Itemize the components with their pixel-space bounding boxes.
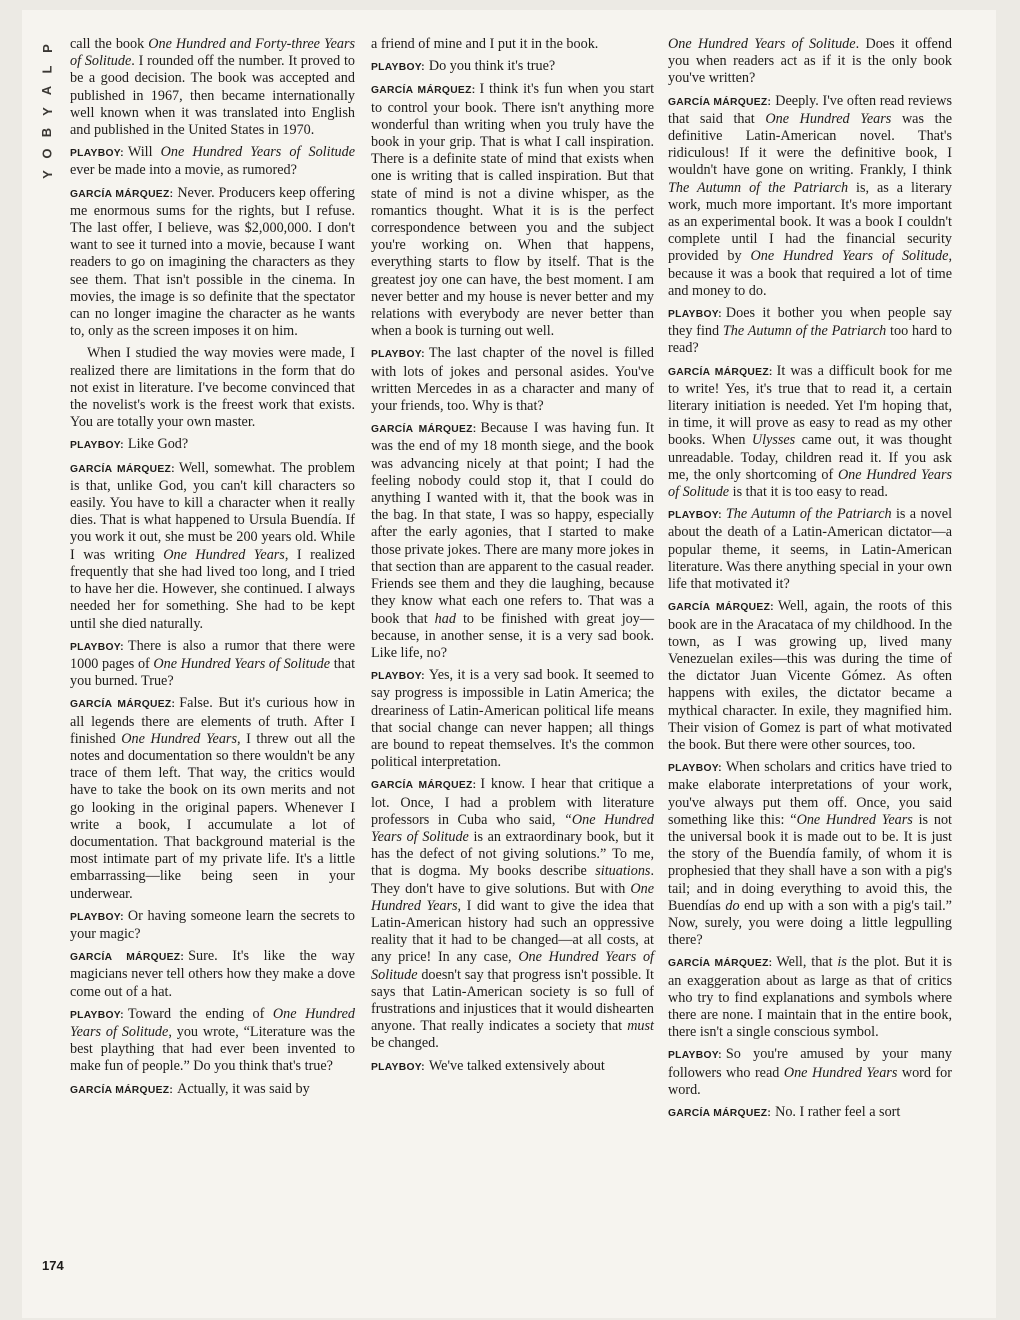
text-column-1 — [70, 36, 355, 1099]
speaker-label: PLAYBOY: — [70, 911, 124, 923]
interviewee-answer — [668, 954, 952, 1041]
interviewee-answer — [70, 1081, 355, 1099]
speaker-label: PLAYBOY: — [668, 510, 722, 522]
speaker-label: GARCÍA MÁRQUEZ: — [668, 1107, 772, 1119]
interviewee-answer — [371, 776, 654, 1052]
interviewer-question — [371, 345, 654, 415]
speaker-label: PLAYBOY: — [371, 62, 425, 74]
interviewer-question — [70, 436, 355, 454]
brand-letter: O — [39, 148, 55, 159]
speaker-label: GARCÍA MÁRQUEZ: — [70, 188, 174, 200]
interviewer-question — [70, 1006, 355, 1076]
brand-letter: Y — [39, 170, 55, 179]
interviewer-question — [668, 305, 952, 358]
interviewer-question — [668, 759, 952, 949]
paragraph-text: Yes, it is a very sad book. It seemed to say progress is impossible in Latin America; the dreariness of Latin-American political life means that social change can never happen; all things are bound to repeat themselves. It's the common political interpretation. — [371, 667, 654, 771]
paragraph-text: One Hundred Years of Solitude. Does it offend you when readers act as if it is the only book you've written? — [668, 36, 953, 87]
paragraph-text: a friend of mine and I put it in the book. — [371, 36, 599, 52]
speaker-label: GARCÍA MÁRQUEZ: — [668, 96, 772, 108]
interviewer-question — [70, 638, 355, 691]
paragraph-text: When scholars and critics have tried to make elaborate interpretations of your work, you've always put them off. Once, you said something like this: “One Hundred Years is not the universal book it is made out to be. It is just the story of the Buendía family, of whom it is prophesied that they shall have a son with a pig's tail; and in doing everything to avoid this, the Buendías do end up with a son with a pig's tail.” Now, surely, you were doing a little legpulling there? — [668, 759, 953, 949]
speaker-label: PLAYBOY: — [668, 1050, 722, 1062]
page-number: 174 — [42, 1258, 64, 1273]
paragraph-text: Actually, it was said by — [177, 1080, 310, 1097]
brand-letter: Y — [39, 107, 55, 116]
speaker-label: GARCÍA MÁRQUEZ: — [70, 952, 185, 964]
interviewer-question — [371, 667, 654, 771]
speaker-label: PLAYBOY: — [70, 1009, 124, 1021]
paragraph-text: No. I rather feel a sort — [775, 1103, 901, 1120]
paragraph-text: Do you think it's true? — [428, 58, 556, 75]
speaker-label: PLAYBOY: — [371, 349, 425, 361]
speaker-label: GARCÍA MÁRQUEZ: — [70, 699, 176, 711]
paragraph-text: There is also a rumor that there were 1000 pages of One Hundred Years of Solitude that you burned. True? — [70, 637, 356, 690]
interviewee-answer — [668, 1104, 952, 1122]
brand-letter: A — [39, 85, 55, 96]
speaker-label: GARCÍA MÁRQUEZ: — [668, 958, 773, 970]
brand-letter: B — [39, 127, 55, 138]
interviewee-answer — [371, 81, 654, 340]
continued-text — [371, 36, 654, 53]
speaker-label: GARCÍA MÁRQUEZ: — [70, 1084, 174, 1096]
interviewee-answer — [668, 93, 952, 300]
paragraph-text: Well, again, the roots of this book are in the Aracataca of my childhood. In the town, as I was growing up, lived many Venezuelan exiles—this was during the time of the dictator Juan Vicente Gómez. As often happens with exiles, the dictator became a mythical character. In exile, they magnified him. Their vision of Gomez is part of what motivated the book. But there were other sources, too. — [668, 598, 953, 753]
text-column-3 — [668, 36, 952, 1122]
paragraph-text: Toward the ending of One Hundred Years of Solitude, you wrote, “Literature was the best plaything that had ever been invented to make fun of people.” Do you think that's true? — [70, 1005, 355, 1075]
paragraph-text: When I studied the way movies were made, I realized there are limitations in the form that do not exist in literature. I've become convinced that the novelist's work is the freest work that exists. You are totally your own master. — [70, 345, 355, 431]
paragraph-text: I think it's fun when you start to control your book. There isn't anything more wonderful than writing when you truly have the book in your grip. That is what I call inspiration. There is a definite state of mind that exists when one is writing that is called inspiration. But that state of mind is not a divine whisper, as the romantics thought. What it is is the perfect correspondence between you and the subject you're working on. When that happens, everything starts to flow by itself. That is the greatest joy one can have, the best moment. I am never better and my house is never better and my relations with everybody are never better than when a book is turning out well. — [371, 81, 655, 340]
paragraph-text: Well, that is the plot. But it is an exaggeration about as large as that of critics who try to find explanations and symbols where there are none. I maintain that in the entire book, there isn't a single conscious symbol. — [668, 954, 953, 1041]
interviewer-question — [668, 1046, 952, 1099]
paragraph-text: Does it bother you when people say they find The Autumn of the Patriarch too hard to read? — [668, 305, 952, 357]
paragraph-text: False. But it's curious how in all legends there are elements of truth. After I finished One Hundred Years, I threw out all the notes and documentation so there wouldn't be any trace of them left. That way, the critics would have to take the book on its own merits and not go looking in the original papers. Whenever I write a book, I accumulate a lot of documentation. That background material is the most intimate part of my private life. It's a little embarrassing—like being seen in your underwear. — [70, 695, 356, 902]
interviewee-answer — [70, 460, 355, 633]
paragraph-text: Because I was having fun. It was the end of my 18 month siege, and the book was advancing nicely at that point; I had the feeling nobody could stop it, that I could do anything I wanted with it, that the book was in the bag. In that state, I was so happy, especially after the early agonies, that I started to make those private jokes. There are many more jokes in that section than are apparent to the casual reader. Friends see them and they die laughing, because they know what each one refers to. That was a book that had to be finished with great joy—because, in another sense, it is a very sad book. Like life, no? — [371, 420, 655, 661]
paragraph-text: The last chapter of the novel is filled with lots of jokes and personal asides. You've written Mercedes in as a character and many of your friends, too. Why is that? — [371, 345, 654, 415]
speaker-label: PLAYBOY: — [70, 440, 124, 452]
paragraph-text: We've talked extensively about — [428, 1057, 605, 1074]
speaker-label: PLAYBOY: — [668, 763, 722, 775]
vertical-brand-label — [36, 38, 58, 185]
interviewee-answer — [70, 185, 355, 341]
paragraph-text: So you're amused by your many followers who read One Hundred Years word for word. — [668, 1046, 952, 1098]
speaker-label: PLAYBOY: — [70, 641, 124, 653]
speaker-label: GARCÍA MÁRQUEZ: — [371, 85, 476, 97]
interviewer-question — [668, 506, 952, 593]
paragraph-text: Well, somewhat. The problem is that, unlike God, you can't kill characters so easily. You have to kill a character when it really dies. That is what happened to Ursula Buendía. If you work it out, she must be 200 years old. While I was writing One Hundred Years, I realized frequently that she had lived too long, and I tried to have her die. However, she continued. I always needed her for something. She had to be kept until she died naturally. — [70, 459, 356, 632]
continued-text — [70, 36, 355, 139]
speaker-label: GARCÍA MÁRQUEZ: — [371, 780, 477, 792]
interviewer-question — [70, 144, 355, 179]
speaker-label: GARCÍA MÁRQUEZ: — [371, 424, 477, 436]
interviewee-answer — [668, 598, 952, 754]
paragraph-text: Or having someone learn the secrets to your magic? — [70, 907, 355, 942]
interviewee-answer — [371, 420, 654, 662]
speaker-label: GARCÍA MÁRQUEZ: — [70, 463, 175, 475]
interviewer-question — [371, 1058, 654, 1076]
paragraph-text: call the book One Hundred and Forty-three Years of Solitude. I rounded off the number. It proved to be a good decision. The book was accepted and published in 1967, then became internationally well known when it was translated into English and published in the United States in 1970. — [70, 36, 356, 139]
speaker-label: GARCÍA MÁRQUEZ: — [668, 602, 774, 614]
answer-paragraph — [70, 345, 355, 431]
interviewer-question — [371, 58, 654, 76]
speaker-label: PLAYBOY: — [70, 148, 124, 160]
paragraph-text: It was a difficult book for me to write! Yes, it's true that to read it, a certain literary initiation is needed. Yet I'm hoping that, in time, it will prove as easy to read as my other books. When Ulysses came out, it was thought unreadable. Today, children read it. If you ask me, the only shortcoming of One Hundred Years of Solitude is that it is too easy to read. — [668, 362, 953, 501]
brand-letter: P — [39, 44, 55, 53]
speaker-label: PLAYBOY: — [371, 1061, 425, 1073]
interviewee-answer — [70, 948, 355, 1001]
speaker-label: PLAYBOY: — [371, 671, 425, 683]
magazine-page — [22, 10, 996, 1318]
paragraph-text: I know. I hear that critique a lot. Once, I had a problem with literature professors in Cuba who said, “One Hundred Years of Solitude is an extraordinary book, but it has the defect of not giving solutions.” To me, that is dogma. My books describe situations. They don't have to give solutions. But with One Hundred Years, I did want to give the idea that Latin-American history had such an oppressive reality that it had to be changed—at all costs, at any price! In any case, One Hundred Years of Solitude doesn't say that progress isn't possible. It says that Latin-American society is so full of frustrations and injustices that it would dishearten anyone. That really indicates a society that must be changed. — [371, 776, 655, 1052]
paragraph-text: Will One Hundred Years of Solitude ever be made into a movie, as rumored? — [70, 144, 355, 179]
paragraph-text: The Autumn of the Patriarch is a novel about the death of a Latin-American dictator—a popular theme, it seems, in Latin-American literature. Was there anything special in your own life that motivated it? — [668, 506, 953, 593]
speaker-label: PLAYBOY: — [668, 309, 722, 321]
text-column-2 — [371, 36, 654, 1076]
interviewee-answer — [668, 363, 952, 502]
paragraph-text: Like God? — [127, 436, 189, 453]
interviewee-answer — [70, 695, 355, 902]
interviewer-question — [70, 908, 355, 943]
speaker-label: GARCÍA MÁRQUEZ: — [668, 366, 773, 378]
continued-text — [668, 36, 952, 88]
brand-letter: L — [39, 65, 55, 74]
paragraph-text: Deeply. I've often read reviews that said that One Hundred Years was the definitive Latin-American novel. That's ridiculous! If it were the definitive book, I wouldn't have gone on writing. Frankly, I think The Autumn of the Patriarch is, as a literary work, much more important. It's more important as an experimental book. It was a book I couldn't complete until I had the financial security provided by One Hundred Years of Solitude, because it was a book that required a lot of time and money to do. — [668, 92, 953, 299]
paragraph-text: Never. Producers keep offering me enormous sums for the rights, but I refuse. The last offer, I believe, was $2,000,000. I don't want to see it turned into a movie, because I want readers to go on imagining the characters as they see them. That isn't possible in the cinema. In movies, the image is so definite that the spectator can no longer imagine the character as he wants to, only as the screen imposes it on him. — [70, 184, 355, 340]
paragraph-text: Sure. It's like the way magicians never tell others how they make a dove come out of a hat. — [70, 948, 356, 1000]
